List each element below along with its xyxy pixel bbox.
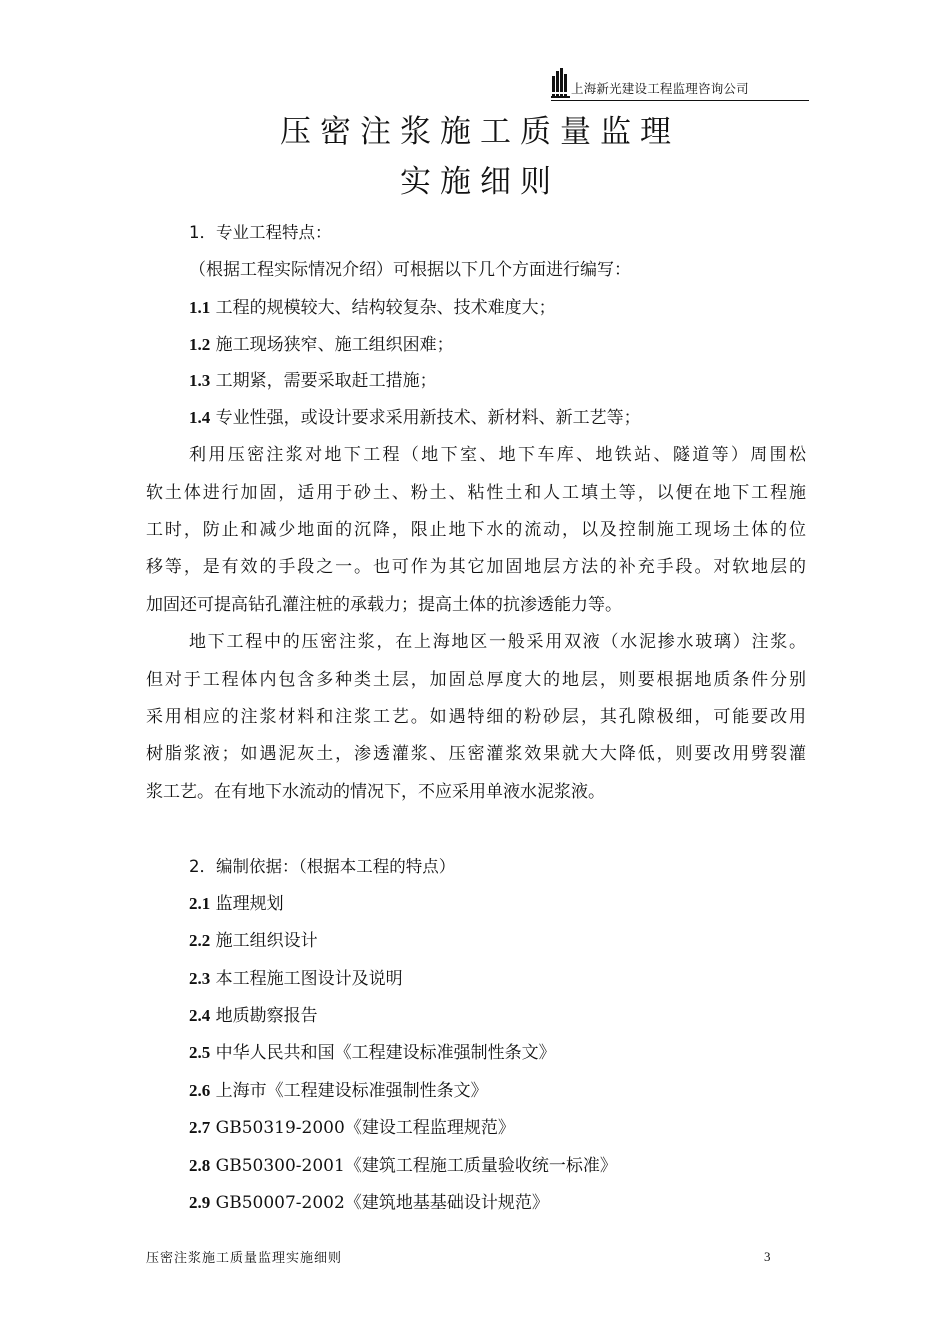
item-number: 2.2 (189, 931, 211, 950)
document-title-line2: 实施细则 (400, 164, 560, 200)
item-text: GB50007-2002《建筑地基基础设计规范》 (210, 1193, 549, 1213)
section2-item (189, 892, 284, 916)
item-text: 施工现场狭窄、施工组织困难； (210, 335, 454, 355)
item-number: 1.2 (189, 335, 211, 354)
section2-item (189, 1191, 549, 1215)
item-number: 1.1 (189, 298, 211, 317)
item-text: 施工组织设计 (210, 931, 318, 951)
paragraph2-line: 浆工艺。在有地下水流动的情况下，不应采用单液水泥浆液。 (146, 782, 605, 802)
paragraph1-line: 加固还可提高钻孔灌注桩的承载力；提高土体的抗渗透能力等。 (146, 595, 622, 615)
paragraph2-line: 但对于工程体内包含多种类土层，加固总厚度大的地层，则要根据地质条件分别 (146, 670, 806, 690)
section2-item (189, 1154, 617, 1178)
item-text: 上海市《工程建设标准强制性条文》 (210, 1081, 488, 1101)
item-number: 2.9 (189, 1193, 211, 1212)
item-number: 2.4 (189, 1006, 211, 1025)
item-text: 专业性强，或设计要求采用新技术、新材料、新工艺等； (210, 408, 641, 428)
section1-item (189, 369, 437, 393)
item-text: 地质勘察报告 (210, 1006, 318, 1026)
item-number: 2.1 (189, 894, 211, 913)
item-text: GB50300-2001《建筑工程施工质量验收统一标准》 (210, 1156, 617, 1176)
section2-item (189, 1116, 515, 1140)
item-text: 中华人民共和国《工程建设标准强制性条文》 (210, 1043, 556, 1063)
item-number: 1.3 (189, 371, 211, 390)
item-text: GB50319-2000《建设工程监理规范》 (210, 1118, 515, 1138)
page-number: 3 (764, 1249, 771, 1264)
paragraph1-line: 软土体进行加固，适用于砂土、粉土、粘性土和人工填土等，以便在地下工程施 (146, 483, 806, 503)
section1-item (189, 406, 641, 430)
section2-item (189, 1079, 488, 1103)
page-header (551, 66, 809, 100)
item-text: 工期紧，需要采取赶工措施； (210, 371, 437, 391)
paragraph1-line: 移等，是有效的手段之一。也可作为其它加固地层方法的补充手段。对软地层的 (146, 557, 806, 577)
item-number: 2.3 (189, 969, 211, 988)
paragraph2-line: 地下工程中的压密注浆，在上海地区一般采用双液（水泥掺水玻璃）注浆。 (189, 632, 806, 652)
paragraph2-line: 树脂浆液；如遇泥灰土，渗透灌浆、压密灌浆效果就大大降低，则要改用劈裂灌 (146, 744, 806, 764)
paragraph1-line: 工时，防止和减少地面的沉降，限止地下水的流动，以及控制施工现场土体的位 (146, 520, 806, 540)
section2-heading: 2．编制依据：（根据本工程的特点） (189, 857, 456, 876)
section2-item (189, 967, 403, 991)
section1-intro: （根据工程实际情况介绍）可根据以下几个方面进行编写： (189, 260, 631, 280)
item-number: 1.4 (189, 408, 211, 427)
section1-item (189, 333, 454, 357)
item-number: 2.5 (189, 1043, 211, 1062)
section1-item (189, 296, 556, 320)
item-text: 本工程施工图设计及说明 (210, 969, 403, 989)
item-number: 2.7 (189, 1118, 211, 1137)
section2-item (189, 1004, 318, 1028)
item-number: 2.8 (189, 1156, 211, 1175)
document-title-line1: 压密注浆施工质量监理 (280, 114, 680, 150)
company-name: 上海新光建设工程监理咨询公司 (571, 81, 749, 96)
item-text: 工程的规模较大、结构较复杂、技术难度大； (210, 298, 556, 318)
section2-item (189, 929, 318, 953)
section2-item (189, 1041, 556, 1065)
paragraph1-line: 利用压密注浆对地下工程（地下室、地下车库、地铁站、隧道等）周围松 (189, 445, 806, 465)
paragraph2-line: 采用相应的注浆材料和注浆工艺。如遇特细的粉砂层，其孔隙极细，可能要改用 (146, 707, 806, 727)
item-text: 监理规划 (210, 894, 284, 914)
item-number: 2.6 (189, 1081, 211, 1100)
header-rule (551, 100, 809, 101)
footer-title: 压密注浆施工质量监理实施细则 (146, 1251, 343, 1266)
section1-heading: 1．专业工程特点： (189, 223, 332, 242)
building-logo-icon (551, 68, 571, 98)
